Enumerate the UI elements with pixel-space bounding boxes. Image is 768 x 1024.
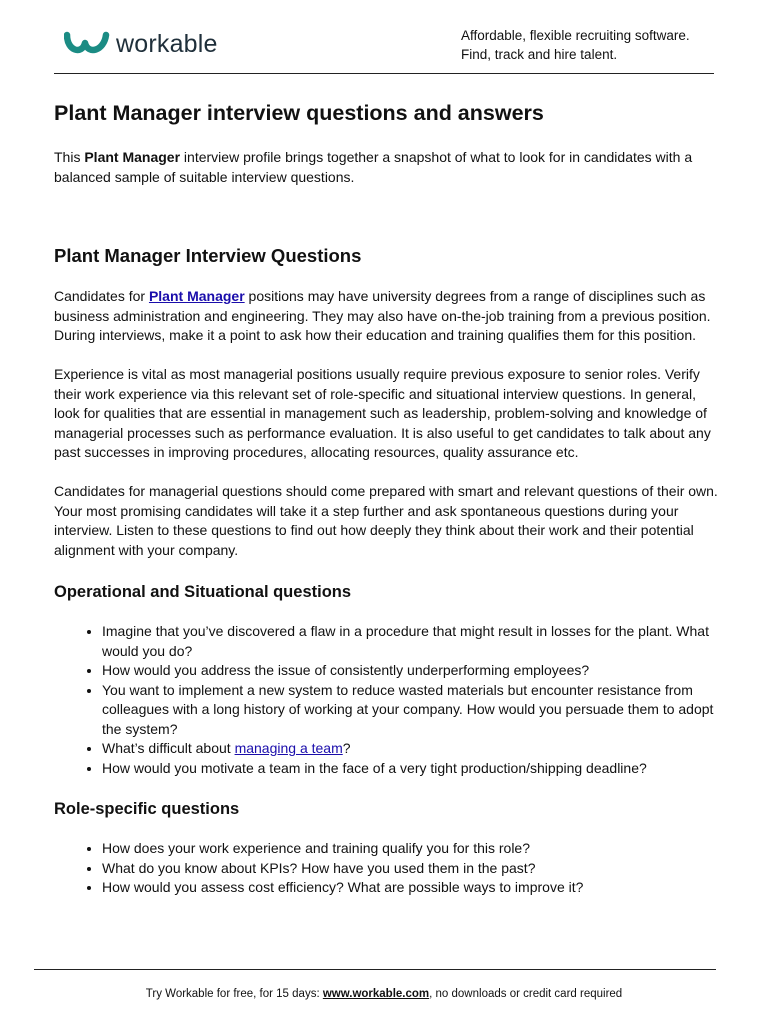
plant-manager-link[interactable]: Plant Manager — [148, 288, 245, 304]
workable-website-link[interactable]: www.workable.com — [322, 988, 430, 1000]
list-item: • Imagine that you’ve discovered a flaw in a procedure that might result in losses for the plant. What would you do? — [102, 622, 718, 661]
paragraph-candidate-questions: Candidates for managerial questions should come prepared with smart and relevant questions of their own. Your most promising candidates will take it a step further and ask spontaneous questions during your interview. Listen to these questions to find out how deeply they think about their work and their potential alignment with your company. — [54, 483, 718, 558]
list-item — [102, 739, 718, 759]
item4-suffix: ? — [342, 740, 351, 756]
footer-prefix: Try Workable for free, for 15 days: — [145, 988, 323, 1000]
managing-a-team-link[interactable]: managing a team — [234, 740, 343, 756]
page-header — [0, 0, 768, 74]
paragraph-candidates — [54, 287, 718, 346]
list-item: • How does your work experience and training qualify you for this role? — [102, 839, 718, 859]
header-divider — [54, 73, 714, 74]
tagline — [461, 26, 690, 64]
footer-divider — [34, 969, 716, 970]
item4-prefix: What’s difficult about — [102, 740, 235, 756]
tagline-line-2: Find, track and hire talent. — [461, 47, 618, 62]
list-item: • What do you know about KPIs? How have you used them in the past? — [102, 859, 718, 879]
role-specific-question-list — [54, 839, 718, 898]
list-item: • How would you address the issue of consistently underperforming employees? — [102, 661, 718, 681]
tagline-line-1: Affordable, flexible recruiting software. — [461, 28, 690, 43]
workable-logo-icon — [64, 31, 110, 59]
para1-suffix: positions may have university degrees from a range of disciplines such as business administration and engineering. They may also have on-the-job training from a previous position. During interviews, make it a point to ask how their education and training qualifies them for this position. — [54, 288, 711, 343]
para1-prefix: Candidates for — [54, 288, 149, 304]
section-heading-questions: Plant Manager Interview Questions — [54, 245, 362, 266]
role-specific-heading: Role-specific questions — [54, 800, 240, 818]
logo-text: workable — [116, 30, 218, 58]
page-title: Plant Manager interview questions and answers — [54, 101, 544, 125]
operational-question-list — [54, 622, 718, 778]
intro-paragraph — [54, 148, 718, 187]
list-item: • You want to implement a new system to reduce wasted materials but encounter resistance from colleagues with a long history of working at your company. How would you persuade them to adopt the system? — [102, 681, 718, 740]
intro-prefix: This — [54, 149, 85, 165]
list-item: • How would you assess cost efficiency? What are possible ways to improve it? — [102, 878, 718, 898]
paragraph-experience: Experience is vital as most managerial positions usually require previous exposure to senior roles. Verify their work experience via this relevant set of role-specific and situational interview questions. In general, look for qualities that are essential in management such as leadership, problem-solving and knowledge of managerial processes such as performance evaluation. It is also useful to get candidates to talk about any past successes in improving procedures, allocating resources, quality assurance etc. — [54, 366, 711, 460]
page-footer — [0, 988, 768, 1000]
intro-bold-role: Plant Manager — [84, 149, 181, 165]
operational-heading: Operational and Situational questions — [54, 583, 352, 601]
workable-logo[interactable] — [64, 30, 218, 59]
intro-suffix: interview profile brings together a snapshot of what to look for in candidates with a balanced sample of suitable interview questions. — [54, 149, 693, 185]
footer-suffix: , no downloads or credit card required — [429, 988, 623, 1000]
list-item: • How would you motivate a team in the face of a very tight production/shipping deadline? — [102, 759, 718, 779]
document-body — [54, 100, 718, 898]
